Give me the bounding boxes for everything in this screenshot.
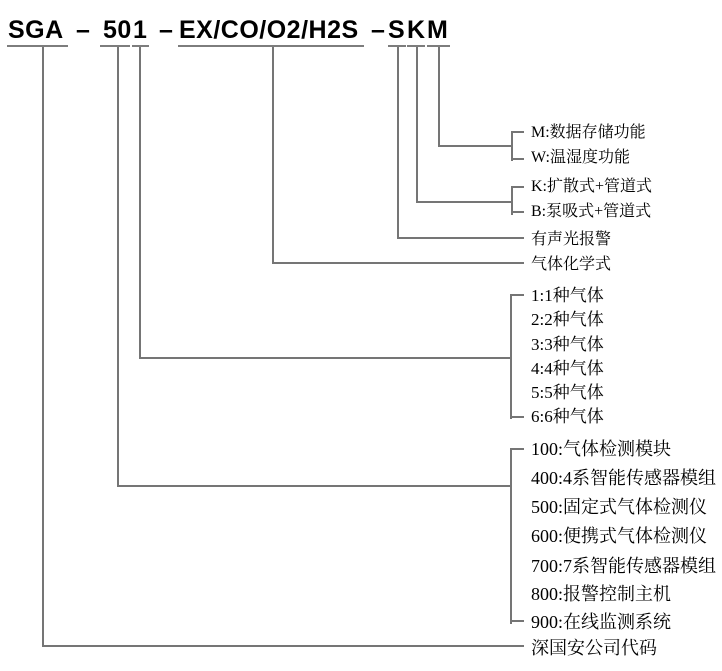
label-gas-count-5: 5:5种气体 [531, 383, 604, 402]
separator-dash-2: – [159, 16, 174, 44]
label-gas-count-6: 6:6种气体 [531, 407, 604, 426]
bracket-m-branch [511, 131, 513, 161]
stub-w-option [511, 158, 524, 160]
stub-gas-count-bottom [510, 416, 524, 418]
feeder-line-series [117, 485, 512, 487]
label-w-option: W:温湿度功能 [531, 149, 630, 166]
feeder-line-gas-formula [272, 262, 524, 264]
feeder-line-s [397, 237, 524, 239]
label-sound-light-alarm: 有声光报警 [531, 231, 612, 248]
label-gas-count-1: 1:1种气体 [531, 286, 604, 305]
label-company-code: 深国安公司代码 [531, 638, 657, 658]
feeder-line-m [438, 145, 513, 147]
bracket-gas-count [510, 294, 512, 419]
drop-line-company [42, 47, 44, 647]
label-series-500: 500:固定式气体检测仪 [531, 497, 708, 517]
feeder-line-company [42, 645, 524, 647]
stub-gas-count-top [510, 294, 524, 296]
label-series-400: 400:4系智能传感器模组 [531, 468, 717, 488]
label-gas-formula: 气体化学式 [531, 256, 612, 273]
drop-line-letter-m [438, 47, 440, 147]
code-company: SGA [8, 16, 64, 44]
underline-series-digits [100, 45, 130, 47]
code-series-digits: 50 [103, 16, 132, 44]
stub-k-option [511, 186, 524, 188]
label-series-800: 800:报警控制主机 [531, 584, 672, 604]
underline-gas-formula [178, 45, 364, 47]
label-m-option: M:数据存储功能 [531, 124, 646, 141]
drop-line-gas-count [139, 47, 141, 359]
label-series-700: 700:7系智能传感器模组 [531, 556, 717, 576]
feeder-line-gas-count [139, 357, 512, 359]
stub-series-top [510, 448, 524, 450]
code-gas-count-digit: 1 [133, 16, 148, 44]
separator-dash-1: – [76, 16, 91, 44]
label-series-100: 100:气体检测模块 [531, 439, 672, 459]
label-series-600: 600:便携式气体检测仪 [531, 526, 708, 546]
label-series-900: 900:在线监测系统 [531, 612, 672, 632]
code-letter-s: S [388, 16, 406, 44]
label-k-option: K:扩散式+管道式 [531, 178, 653, 195]
label-gas-count-4: 4:4种气体 [531, 359, 604, 378]
label-b-option: B:泵吸式+管道式 [531, 203, 652, 220]
feeder-line-k [416, 201, 513, 203]
code-letter-m: M [427, 16, 449, 44]
drop-line-letter-s [397, 47, 399, 239]
drop-line-letter-k [416, 47, 418, 203]
separator-dash-3: – [371, 16, 386, 44]
label-gas-count-3: 3:3种气体 [531, 335, 604, 354]
stub-m-option [511, 131, 524, 133]
code-letter-k: K [407, 16, 426, 44]
stub-b-option [511, 211, 524, 213]
stub-series-bottom [510, 620, 524, 622]
drop-line-series [117, 47, 119, 487]
bracket-series [510, 448, 512, 624]
code-gas-formula: EX/CO/O2/H2S [179, 16, 359, 44]
drop-line-gas-formula [272, 47, 274, 264]
label-gas-count-2: 2:2种气体 [531, 310, 604, 329]
underline-company [7, 45, 68, 47]
